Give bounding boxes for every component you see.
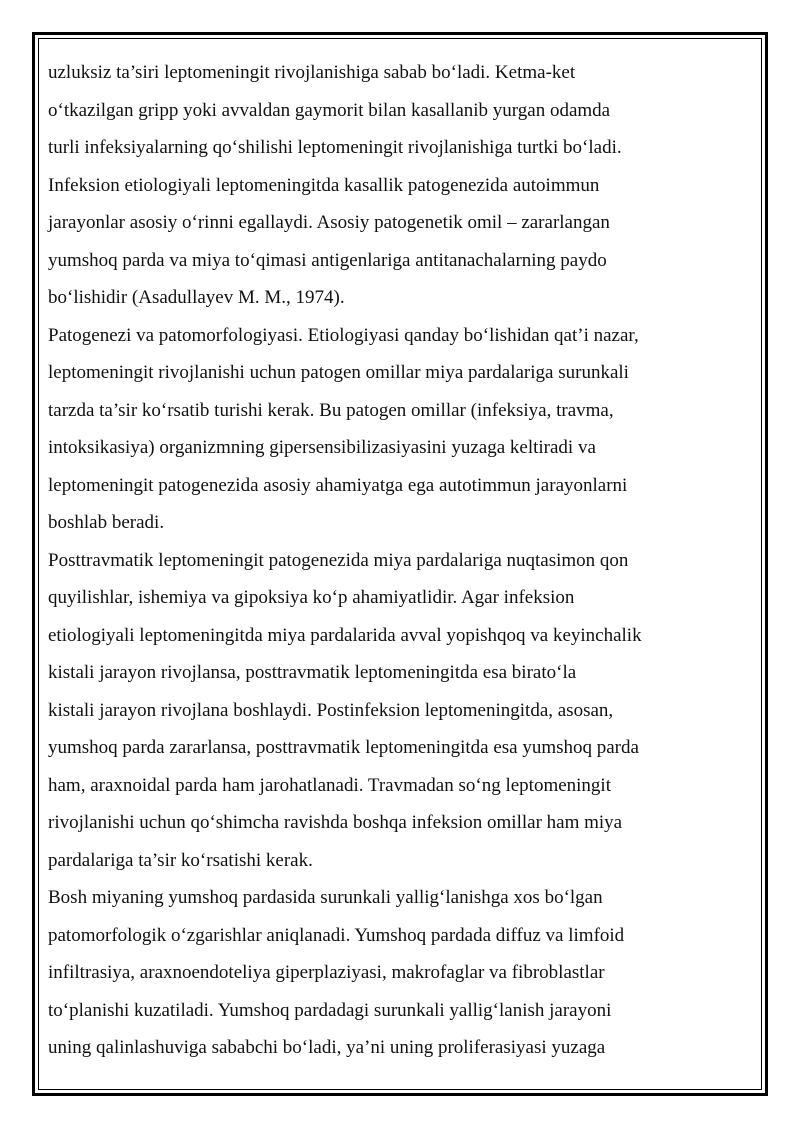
- text-line: jarayonlar asosiy o‘rinni egallaydi. Asosiy patogenetik omil – zararlangan: [48, 212, 610, 233]
- text-line: Posttravmatik leptomeningit patogenezida miya pardalariga nuqtasimon qon: [48, 549, 629, 571]
- text-line: infiltrasiya, araxnoendoteliya giperplaziyasi, makrofaglar va fibroblastlar: [48, 962, 605, 983]
- text-line: leptomeningit rivojlanishi uchun patogen omillar miya pardalariga surunkali: [48, 362, 629, 383]
- text-line: patomorfologik o‘zgarishlar aniqlanadi. Yumshoq pardada diffuz va limfoid: [48, 924, 625, 946]
- document-body: [48, 54, 748, 1067]
- text-line: tarzda ta’sir ko‘rsatib turishi kerak. Bu patogen omillar (infeksiya, travma,: [48, 399, 614, 421]
- text-line: to‘planishi kuzatiladi. Yumshoq pardadagi surunkali yallig‘lanish jarayoni: [48, 999, 612, 1021]
- text-line: uning qalinlashuviga sababchi bo‘ladi, ya’ni uning proliferasiyasi yuzaga: [48, 1037, 606, 1058]
- text-line: yumshoq parda zararlansa, posttravmatik leptomeningitda esa yumshoq parda: [48, 737, 639, 758]
- text-line: quyilishlar, ishemiya va gipoksiya ko‘p ahamiyatlidir. Agar infeksion: [48, 587, 575, 608]
- text-line: boshlab beradi.: [48, 512, 165, 533]
- text-line: turli infeksiyalarning qo‘shilishi leptomeningit rivojlanishiga turtki bo‘ladi.: [48, 137, 622, 158]
- text-line: leptomeningit patogenezida asosiy ahamiyatga ega autotimmun jarayonlarni: [48, 474, 628, 496]
- text-line: intoksikasiya) organizmning gipersensibilizasiyasini yuzaga keltiradi va: [48, 437, 596, 458]
- text-line: o‘tkazilgan gripp yoki avvaldan gaymorit bilan kasallanib yurgan odamda: [48, 99, 611, 121]
- text-line: Patogenezi va patomorfologiyasi. Etiologiyasi qanday bo‘lishidan qat’i nazar,: [48, 324, 639, 346]
- text-line: etiologiyali leptomeningitda miya pardalarida avval yopishqoq va keyinchalik: [48, 624, 642, 646]
- text-line: ham, araxnoidal parda ham jarohatlanadi. Travmadan so‘ng leptomeningit: [48, 774, 611, 796]
- text-line: bo‘lishidir (Asadullayev M. M., 1974).: [48, 287, 345, 308]
- text-line: kistali jarayon rivojlana boshlaydi. Postinfeksion leptomeningitda, asosan,: [48, 699, 614, 721]
- text-line: rivojlanishi uchun qo‘shimcha ravishda boshqa infeksion omillar ham miya: [48, 812, 623, 833]
- text-line: kistali jarayon rivojlansa, posttravmatik leptomeningitda esa birato‘la: [48, 662, 577, 683]
- text-line: yumshoq parda va miya to‘qimasi antigenlariga antitanachalarning paydo: [48, 249, 607, 271]
- text-line: pardalariga ta’sir ko‘rsatishi kerak.: [48, 849, 313, 871]
- text-line: Bosh miyaning yumshoq pardasida surunkali yallig‘lanishga xos bo‘lgan: [48, 887, 603, 908]
- text-line: uzluksiz ta’siri leptomeningit rivojlanishiga sabab bo‘ladi. Ketma-ket: [48, 62, 576, 83]
- text-line: Infeksion etiologiyali leptomeningitda kasallik patogenezida autoimmun: [48, 174, 600, 196]
